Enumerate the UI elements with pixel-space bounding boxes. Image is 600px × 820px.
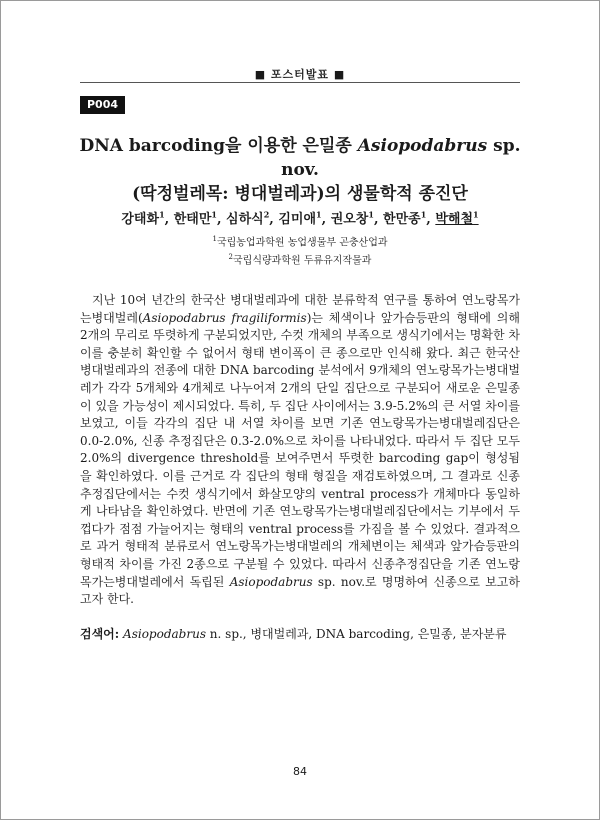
title-line-1 xyxy=(60,134,540,182)
page-number: 84 xyxy=(293,765,307,778)
keyword-genus: Asiopodabrus xyxy=(123,627,206,641)
header-rule xyxy=(80,82,520,83)
title-line-2: (딱정벌레목: 병대벌레과)의 생물학적 종진단 xyxy=(132,184,468,204)
title-text: DNA barcoding을 이용한 은밀종 xyxy=(79,136,358,156)
author-list xyxy=(60,208,540,227)
author: 한만종$^1$, xyxy=(383,209,436,227)
affiliation-2: $^2$국립식량과학원 두류유지작물과 xyxy=(228,253,372,267)
keywords xyxy=(80,626,520,643)
corresponding-author: 박해철$^1$ xyxy=(435,209,479,227)
title-text-end: sp. nov. xyxy=(281,136,521,180)
paper-title xyxy=(60,134,540,206)
species-name: Asiopodabrus fragiliformis xyxy=(142,310,307,325)
genus-name: Asiopodabrus xyxy=(229,574,313,589)
author: 강태화$^1$, xyxy=(121,209,174,227)
author: 김미애$^1$, xyxy=(278,209,331,227)
author: 심하식$^2$, xyxy=(226,209,279,227)
keywords-list: n. sp., 병대벌레과, DNA barcoding, 은밀종, 분자분류 xyxy=(205,627,507,641)
keywords-label: 검색어: xyxy=(80,627,120,641)
section-label: ■ 포스터발표 ■ xyxy=(254,68,346,81)
author: 권오창$^1$, xyxy=(330,209,384,227)
title-genus: Asiopodabrus xyxy=(357,136,488,156)
author: 한태만$^1$, xyxy=(173,209,227,227)
affiliation-1: $^1$국립농업과학원 농업생물부 곤충산업과 xyxy=(212,235,388,249)
abstract-body: 지난 10여 년간의 한국산 병대벌레과에 대한 분류학적 연구를 통하여 연노랑목가는병대벌레(Asiopodabrus fragiliformis)는 체색이나 앞가슴등판의 형태에 의해 2개의 무리로 뚜렷하게 구분되었지만, 수컷 개체의 부족으로 생식기에서는 명확한 차이를 충분히 확인할 수 없어서 형태 변이폭이 큰 종으로만 인식해 왔다. 최근 한국산 병대벌레과의 전종에 대한 DNA barcoding 분석에서 9개체의 연노랑목가는병대벌레가 각각 5개체와 4개체로 나누어져 2개의 단일 집단으로 구분되어 새로운 은밀종이 있을 가능성이 제시되었다. 특히, 두 집단 사이에서는 3.9-5.2%의 큰 서열 차이를 보였고, 이들 각각의 집단 내 서열 차이를 보면 기존 연노랑목가는병대벌레집단은 0.0-2.0%, 신종 추정집단은 0.3-2.0%으로 차이를 나타내었다. 따라서 두 집단 모두 2.0%의 divergence threshold를 보여주면서 뚜렷한 barcoding gap이 형성됨을 확인하였다. 이를 근거로 각 집단의 형태 형질을 재검토하였으며, 그 결과로 신종 추정집단에서는 수컷 생식기에서 화살모양의 ventral process가 개체마다 동일하게 나타남을 확인하였다. 반면에 기존 연노랑목가는병대벌레집단에서는 기부에서 두껍다가 점점 가늘어지는 형태의 ventral process를 가짐을 볼 수 있었다. 결과적으로 과거 형태적 분류로서 연노랑목가는병대벌레의 개체변이는 체색과 앞가슴등판의 형태적 차이를 가진 2종으로 구분될 수 있었다. 따라서 신종추정집단을 기존 연노랑목가는병대벌레에서 독립된 Asiopodabrus sp. nov.로 명명하여 신종으로 보고하고자 한다. xyxy=(80,293,520,607)
poster-id-badge: P004 xyxy=(80,96,125,114)
affiliations xyxy=(60,232,540,269)
